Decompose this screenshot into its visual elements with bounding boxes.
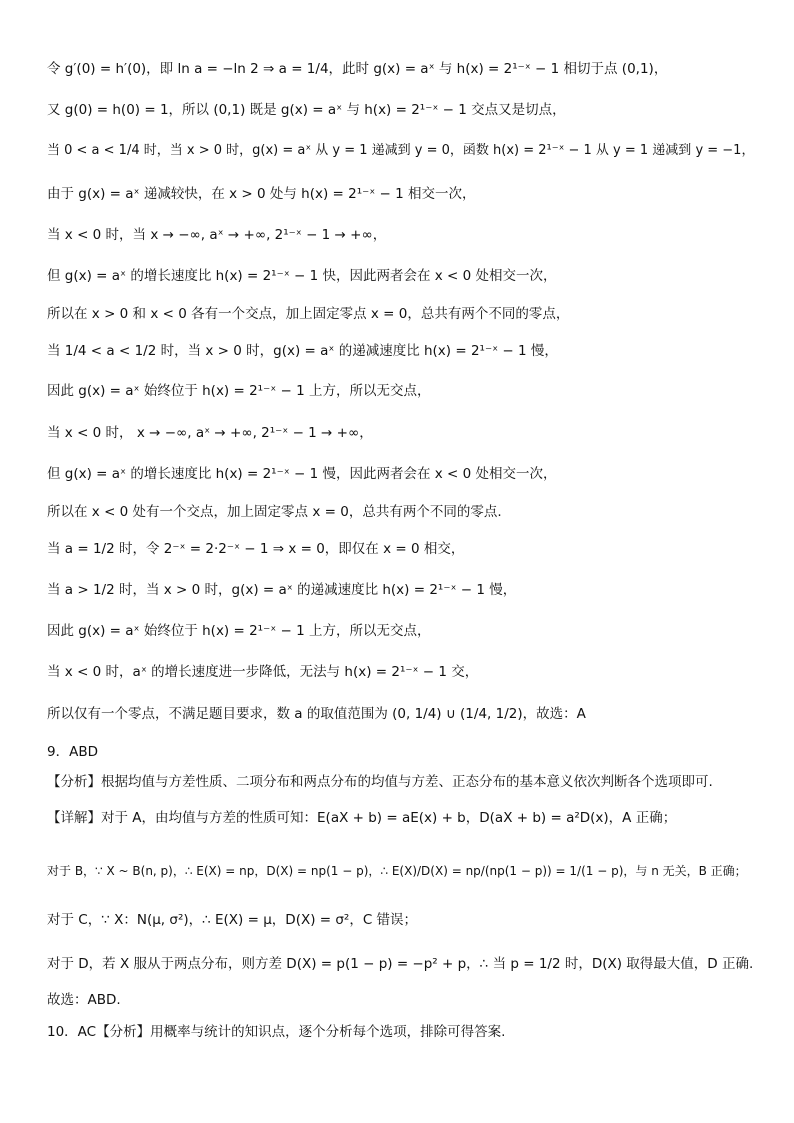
text-line: 当 a > 1/2 时，当 x > 0 时，g(x) = aˣ 的递减速度比 h(x) = 2¹⁻ˣ − 1 慢， bbox=[47, 582, 517, 598]
text-line: 由于 g(x) = aˣ 递减较快，在 x > 0 处与 h(x) = 2¹⁻ˣ − 1 相交一次， bbox=[47, 186, 476, 202]
text-line: 令 g′(0) = h′(0)，即 ln a = −ln 2 ⇒ a = 1/4，此时 g(x) = aˣ 与 h(x) = 2¹⁻ˣ − 1 相切于点 (0,1)， bbox=[47, 61, 668, 77]
question-number: 9．ABD bbox=[47, 744, 98, 760]
text-line: 但 g(x) = aˣ 的增长速度比 h(x) = 2¹⁻ˣ − 1 快，因此两者会在 x < 0 处相交一次， bbox=[47, 268, 557, 284]
text-line: 当 x < 0 时， x → −∞, aˣ → +∞, 2¹⁻ˣ − 1 → +∞， bbox=[47, 425, 373, 441]
text-line: 当 a = 1/2 时，令 2⁻ˣ = 2·2⁻ˣ − 1 ⇒ x = 0，即仅在 x = 0 相交， bbox=[47, 541, 465, 557]
detail-line: 【详解】对于 A，由均值与方差的性质可知：E(aX + b) = aE(x) + b，D(aX + b) = a²D(x)，A 正确； bbox=[47, 810, 677, 826]
text-line: 因此 g(x) = aˣ 始终位于 h(x) = 2¹⁻ˣ − 1 上方，所以无交点， bbox=[47, 623, 431, 639]
text-line: 对于 B，∵ X ~ B(n, p)，∴ E(X) = np，D(X) = np(1 − p)，∴ E(X)/D(X) = np/(np(1 − p)) = 1/(1 − p)，与 n 无关，B 正确； bbox=[47, 864, 747, 878]
text-line: 当 x < 0 时，当 x → −∞, aˣ → +∞, 2¹⁻ˣ − 1 → +∞， bbox=[47, 227, 387, 243]
answer-line: 故选：ABD. bbox=[47, 992, 121, 1008]
question-number: 10．AC【分析】用概率与统计的知识点，逐个分析每个选项，排除可得答案. bbox=[47, 1024, 506, 1040]
text-line: 所以在 x > 0 和 x < 0 各有一个交点，加上固定零点 x = 0，总共有两个不同的零点， bbox=[47, 306, 570, 322]
text-line: 当 0 < a < 1/4 时，当 x > 0 时，g(x) = aˣ 从 y = 1 递减到 y = 0，函数 h(x) = 2¹⁻ˣ − 1 从 y = 1 递减到 y = −1， bbox=[47, 143, 755, 158]
text-line: 当 1/4 < a < 1/2 时，当 x > 0 时，g(x) = aˣ 的递减速度比 h(x) = 2¹⁻ˣ − 1 慢， bbox=[47, 343, 558, 359]
text-line: 又 g(0) = h(0) = 1，所以 (0,1) 既是 g(x) = aˣ 与 h(x) = 2¹⁻ˣ − 1 交点又是切点， bbox=[47, 102, 566, 118]
text-line: 所以在 x < 0 处有一个交点，加上固定零点 x = 0，总共有两个不同的零点. bbox=[47, 504, 502, 520]
text-line: 对于 C，∵ X：N(μ, σ²)，∴ E(X) = μ，D(X) = σ²，C 错误； bbox=[47, 912, 418, 928]
text-line: 所以仅有一个零点，不满足题目要求，数 a 的取值范围为 (0, 1/4) ∪ (1/4, 1/2)，故选：A bbox=[47, 706, 586, 722]
text-line: 因此 g(x) = aˣ 始终位于 h(x) = 2¹⁻ˣ − 1 上方，所以无交点， bbox=[47, 383, 431, 399]
analysis-line: 【分析】根据均值与方差性质、二项分布和两点分布的均值与方差、正态分布的基本意义依次判断各个选项即可. bbox=[47, 774, 713, 790]
text-line: 当 x < 0 时，aˣ 的增长速度进一步降低，无法与 h(x) = 2¹⁻ˣ − 1 交， bbox=[47, 664, 479, 680]
text-line: 但 g(x) = aˣ 的增长速度比 h(x) = 2¹⁻ˣ − 1 慢，因此两者会在 x < 0 处相交一次， bbox=[47, 466, 557, 482]
text-line: 对于 D，若 X 服从于两点分布，则方差 D(X) = p(1 − p) = −p² + p，∴ 当 p = 1/2 时，D(X) 取得最大值，D 正确. bbox=[47, 956, 754, 972]
